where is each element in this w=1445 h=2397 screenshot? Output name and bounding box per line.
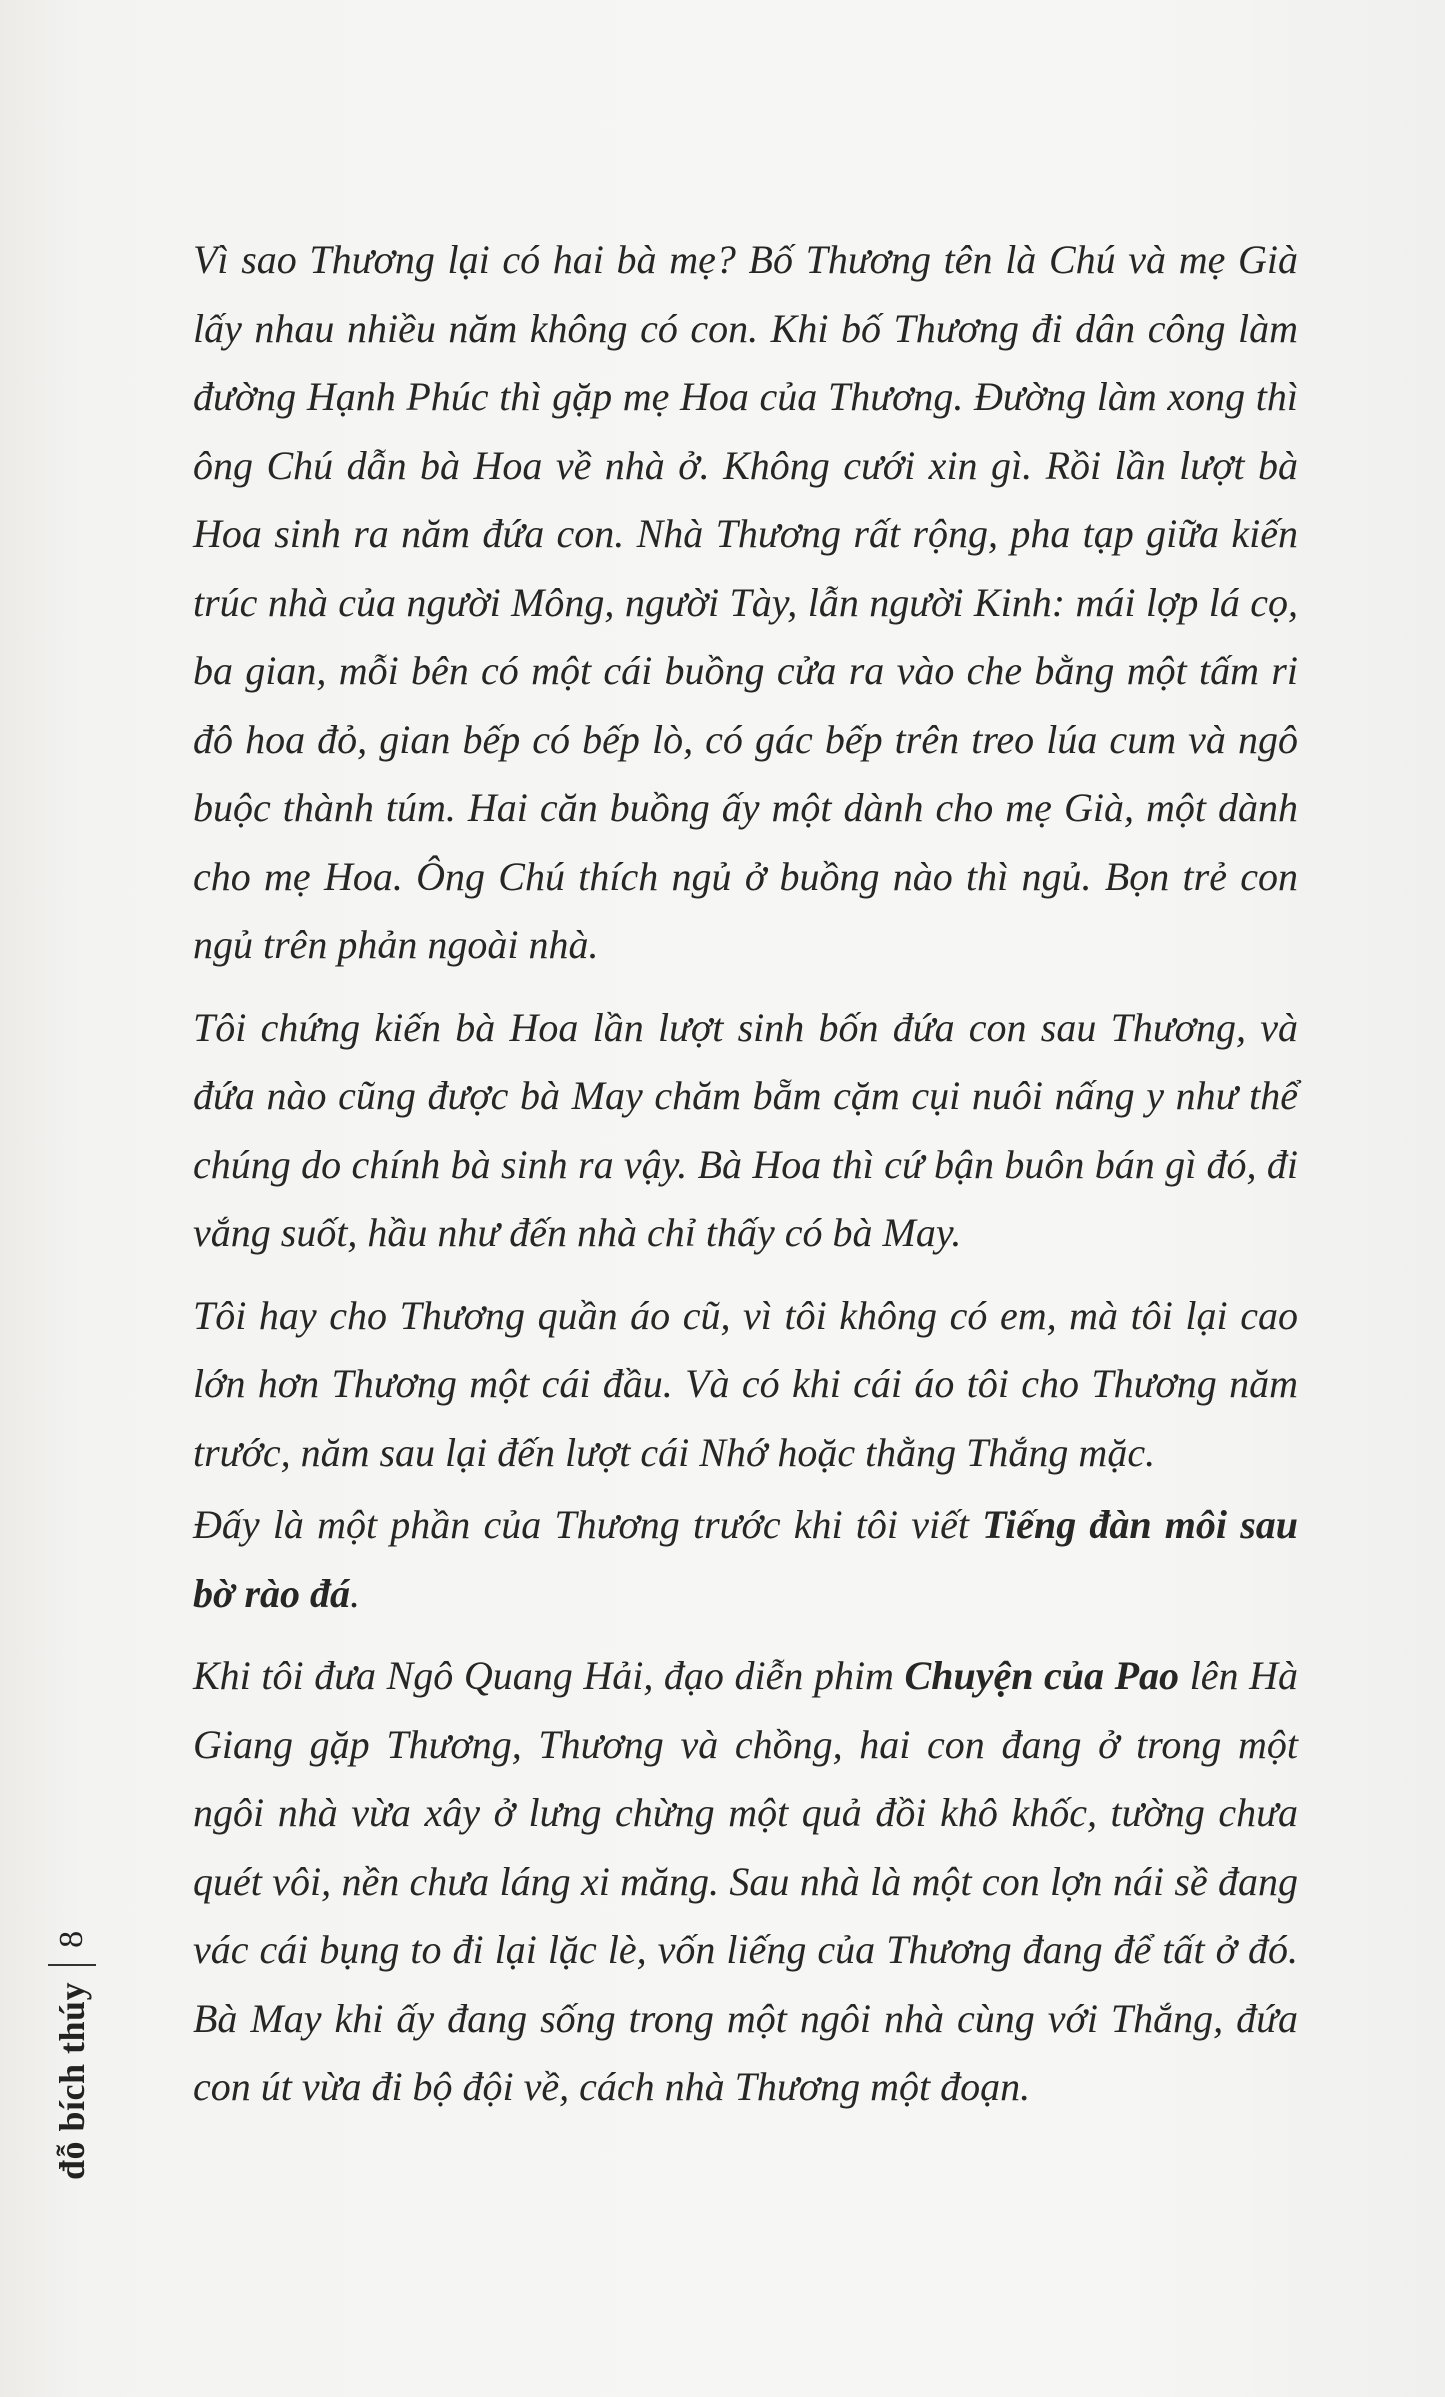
paragraph-1: Vì sao Thương lại có hai bà mẹ? Bố Thương tên là Chú và mẹ Già lấy nhau nhiều năm không có con. Khi bố Thương đi dân công làm đường Hạnh Phúc thì gặp mẹ Hoa của Thương. Đường làm xong thì ông Chú dẫn bà Hoa về nhà ở. Không cưới xin gì. Rồi lần lượt bà Hoa sinh ra năm đứa con. Nhà Thương rất rộng, pha tạp giữa kiến trúc nhà của người Mông, người Tày, lẫn người Kinh: mái lợp lá cọ, ba gian, mỗi bên có một cái buồng cửa ra vào che bằng một tấm ri đô hoa đỏ, gian bếp có bếp lò, có gác bếp trên treo lúa cum và ngô buộc thành túm. Hai căn buồng ấy một dành cho mẹ Già, một dành cho mẹ Hoa. Ông Chú thích ngủ ở buồng nào thì ngủ. Bọn trẻ con ngủ trên phản ngoài nhà. xyxy=(193,237,1298,967)
book-title: Tiếng đàn môi sau bờ rào đá xyxy=(193,1502,1299,1616)
paragraph-4 xyxy=(193,1491,1298,1628)
author-name: đỗ bích thúy xyxy=(52,1981,92,2180)
paragraph-5 xyxy=(193,1642,1298,2122)
running-footer xyxy=(48,1931,96,2180)
paragraph-2: Tôi chứng kiến bà Hoa lần lượt sinh bốn đứa con sau Thương, và đứa nào cũng được bà May chăm bẵm cặm cụi nuôi nấng y như thể chúng do chính bà sinh ra vậy. Bà Hoa thì cứ bận buôn bán gì đó, đi vắng suốt, hầu như đến nhà chỉ thấy có bà May. xyxy=(193,1004,1298,1255)
paragraph-5-rest: lên Hà Giang gặp Thương, Thương và chồng, hai con đang ở trong một ngôi nhà vừa xây ở lưng chừng một quả đồi khô khốc, tường chưa quét vôi, nền chưa láng xi măng. Sau nhà là một con lợn nái sề đang vác cái bụng to đi lại lặc lè, vốn liếng của Thương đang để tất ở đó. Bà May khi ấy đang sống trong một ngôi nhà cùng với Thắng, đứa con út vừa đi bộ đội về, cách nhà Thương một đoạn. xyxy=(193,1653,1298,2109)
paragraph-5-text: Khi tôi đưa Ngô Quang Hải, đạo diễn phim xyxy=(193,1653,905,1698)
paragraph-4-text: Đấy là một phần của Thương trước khi tôi viết xyxy=(193,1502,983,1547)
page-sidebar xyxy=(48,1880,138,2180)
paragraph-3: Tôi hay cho Thương quần áo cũ, vì tôi không có em, mà tôi lại cao lớn hơn Thương một cái đầu. Và có khi cái áo tôi cho Thương năm trước, năm sau lại đến lượt cái Nhớ hoặc thằng Thắng mặc. xyxy=(193,1292,1298,1475)
paragraph-4-end: . xyxy=(350,1570,361,1616)
page-number: 8 xyxy=(53,1930,90,1948)
body-text xyxy=(193,226,1298,2122)
footer-divider xyxy=(48,1964,96,1966)
film-title: Chuyện của Pao xyxy=(904,1653,1180,1698)
